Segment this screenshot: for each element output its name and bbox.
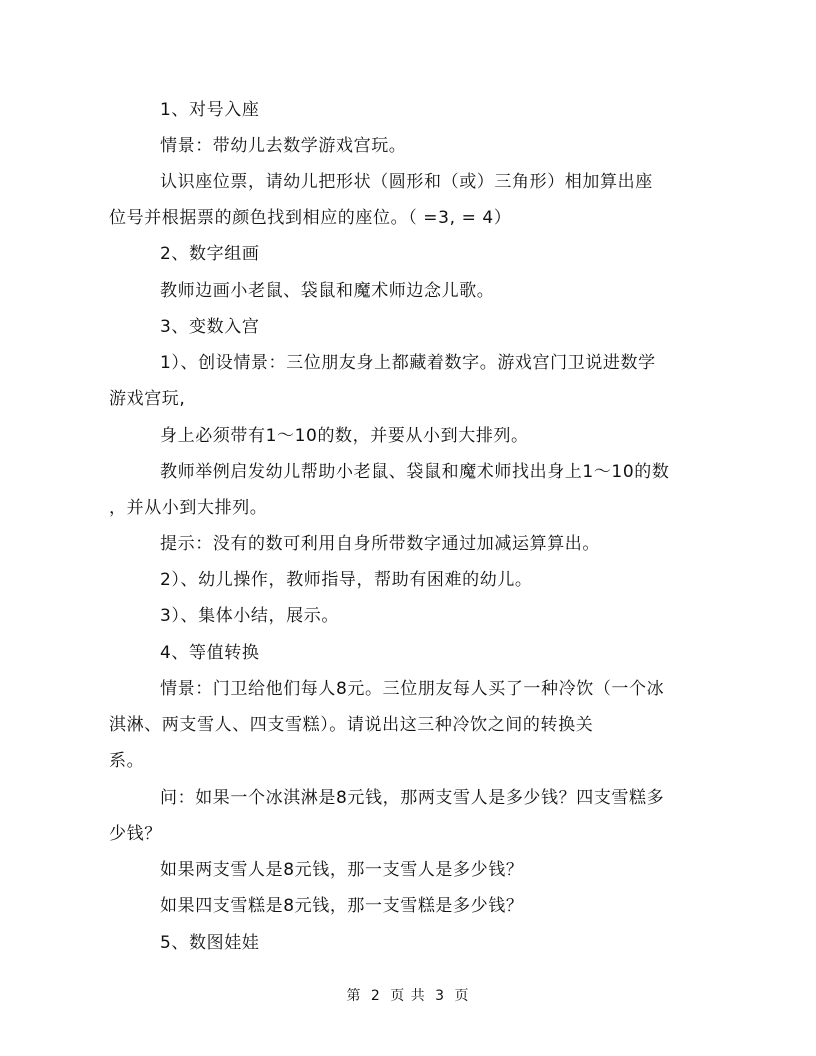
section-heading-2: 2、数字组画 <box>160 244 260 264</box>
paragraph-line: 如果两支雪人是8元钱，那一支雪人是多少钱？ <box>160 860 524 880</box>
page-footer <box>0 986 816 1006</box>
section-heading-5: 5、数图娃娃 <box>160 933 260 953</box>
paragraph-line: ，并从小到大排列。 <box>109 498 268 518</box>
paragraph-line: 情景：门卫给他们每人8元。三位朋友每人买了一种冷饮（一个冰 <box>160 679 665 699</box>
paragraph-line: 问：如果一个冰淇淋是8元钱，那两支雪人是多少钱？四支雪糕多 <box>160 788 665 808</box>
paragraph-line: 如果四支雪糕是8元钱，那一支雪糕是多少钱？ <box>160 896 524 916</box>
paragraph-line: 少钱？ <box>109 824 162 844</box>
footer-prefix: 第 <box>346 988 362 1004</box>
paragraph-line: 身上必须带有1～10的数，并要从小到大排列。 <box>160 426 529 446</box>
paragraph-line: 认识座位票，请幼儿把形状（圆形和（或）三角形）相加算出座 <box>160 172 653 192</box>
section-heading-1: 1、对号入座 <box>160 100 260 120</box>
paragraph-line: 教师举例启发幼儿帮助小老鼠、袋鼠和魔术师找出身上1～10的数 <box>160 462 670 482</box>
paragraph-line: 1）、创设情景：三位朋友身上都藏着数字。游戏宫门卫说进数学 <box>160 353 656 373</box>
paragraph-line: 3）、集体小结，展示。 <box>160 606 339 626</box>
paragraph-line: 游戏宫玩, <box>109 389 186 409</box>
footer-suffix: 页 <box>454 988 470 1004</box>
paragraph-line: 教师边画小老鼠、袋鼠和魔术师边念儿歌。 <box>160 281 495 301</box>
paragraph-line: 系。 <box>109 751 145 771</box>
footer-total-pages: 3 <box>435 988 446 1004</box>
paragraph-line: 提示：没有的数可利用自身所带数字通过加减运算算出。 <box>160 534 600 554</box>
paragraph-line: 淇淋、两支雪人、四支雪糕）。请说出这三种冷饮之间的转换关 <box>109 715 594 735</box>
section-heading-3: 3、变数入宫 <box>160 317 260 337</box>
footer-page-number: 2 <box>370 988 381 1004</box>
paragraph-line: 位号并根据票的颜色找到相应的座位。（ =3, = 4） <box>109 208 512 228</box>
footer-middle: 页 共 <box>390 988 426 1004</box>
paragraph-line: 情景：带幼儿去数学游戏宫玩。 <box>160 136 407 156</box>
section-heading-4: 4、等值转换 <box>160 643 260 663</box>
paragraph-line: 2）、幼儿操作，教师指导，帮助有困难的幼儿。 <box>160 570 533 590</box>
